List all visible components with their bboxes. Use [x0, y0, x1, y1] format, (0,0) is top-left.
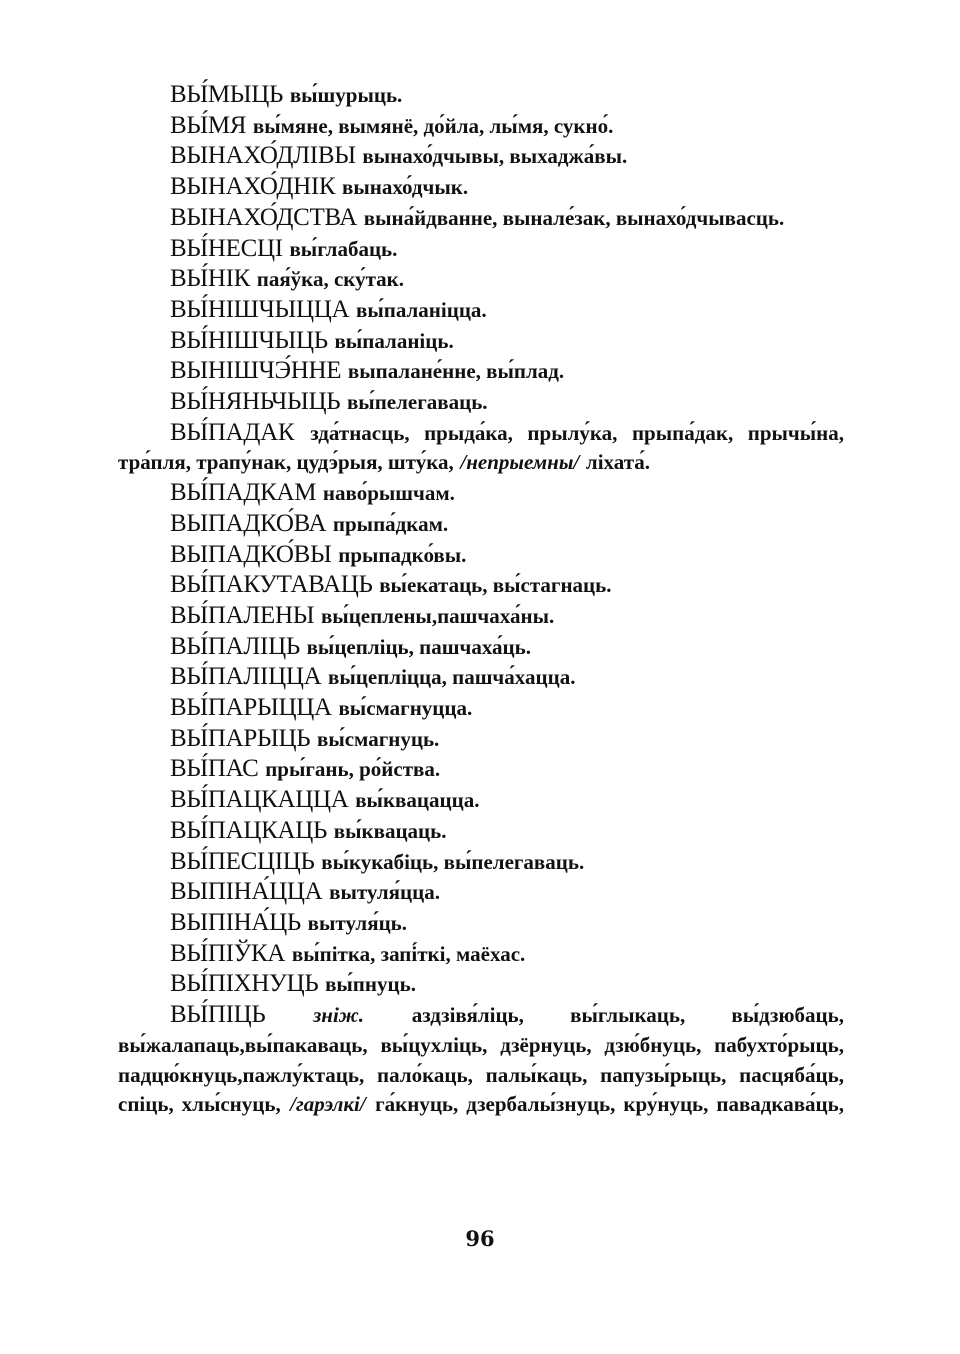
synonyms: вытуля́цца. [329, 880, 440, 905]
dictionary-entry [118, 540, 844, 571]
headword: ВЫ́ПАРЫЦЬ [170, 724, 311, 752]
dictionary-entry [118, 203, 844, 234]
synonyms: вынахо́дчывы, выхаджа́вы. [362, 144, 628, 169]
dictionary-entry [118, 478, 844, 509]
dictionary-entry [118, 509, 844, 540]
synonyms: пры́гань, ро́йства. [265, 757, 441, 782]
dictionary-entry [118, 847, 844, 878]
synonyms: вы́екатаць, вы́стагнаць. [379, 573, 612, 598]
synonyms: вы́паланіць. [334, 328, 454, 353]
synonyms-continued: га́кнуць, дзербалы́знуць, кру́нуць, павадкава́ць, [375, 1092, 845, 1117]
headword: ВЫПІНА́ЦЦА [170, 878, 323, 906]
synonyms: вы́смагнуцца. [338, 696, 473, 721]
headword: ВЫНАХО́ДСТВА [170, 203, 358, 231]
usage-label: /непрыемны/ [460, 450, 580, 475]
headword: ВЫ́МЯ [170, 111, 247, 139]
dictionary-entry [118, 80, 844, 111]
dictionary-entry [118, 785, 844, 816]
headword: ВЫ́НЯНЬЧЫЦЬ [170, 388, 341, 416]
page-number: 96 [465, 1226, 495, 1251]
dictionary-entry [118, 418, 844, 478]
dictionary-entry [118, 172, 844, 203]
dictionary-entry [118, 387, 844, 418]
synonyms: вы́квацаць. [333, 818, 447, 843]
headword: ВЫ́ПАРЫЦЦА [170, 694, 332, 722]
synonyms: вы́мяне, вымянё, до́йла, лы́мя, сукно́. [252, 113, 614, 138]
headword: ВЫ́НЕСЦІ [170, 234, 283, 262]
synonyms: прыпадко́вы. [338, 542, 467, 567]
headword: ВЫ́ПАЛІЦЬ [170, 632, 300, 660]
headword: ВЫ́ПАКУТАВАЦЬ [170, 571, 373, 599]
synonyms: вы́квацацца. [355, 788, 480, 813]
synonyms: вы́цепліцца, пашча́хацца. [328, 665, 576, 690]
dictionary-entry [118, 724, 844, 755]
headword: ВЫ́ПЕСЦІЦЬ [170, 847, 315, 875]
dictionary-entry [118, 632, 844, 663]
dictionary-entry [118, 356, 844, 387]
headword: ВЫПАДКО́ВЫ [170, 540, 332, 568]
headword: ВЫ́ПІХНУЦЬ [170, 970, 319, 998]
dictionary-entry [118, 1000, 844, 1120]
synonyms: выпалане́нне, вы́плад. [347, 359, 565, 384]
headword: ВЫПІНА́ЦЬ [170, 908, 301, 936]
usage-label: /гарэлкі/ [290, 1092, 366, 1117]
dictionary-entry [118, 693, 844, 724]
dictionary-entry [118, 816, 844, 847]
dictionary-entry [118, 326, 844, 357]
synonyms: вы́цепліць, пашчаха́ць. [306, 634, 532, 659]
synonyms: вы́глабаць. [289, 236, 398, 261]
dictionary-entry [118, 939, 844, 970]
synonyms: вы́пітка, запі́ткі, маёхас. [291, 941, 526, 966]
headword: ВЫ́ПАЦКАЦЦА [170, 786, 349, 814]
synonyms: вынахо́дчык. [341, 175, 469, 200]
synonyms: вына́йдванне, вынале́зак, вынахо́дчывасць. [363, 205, 785, 230]
dictionary-entry [118, 877, 844, 908]
synonyms-continued: ліхата́. [585, 450, 651, 475]
headword: ВЫ́ПАЛЕНЫ [170, 601, 315, 629]
dictionary-entry [118, 141, 844, 172]
headword: ВЫ́ПАДАК [170, 418, 295, 446]
synonyms: вы́шурыць. [289, 83, 403, 107]
synonyms: вы́паланіцца. [355, 297, 487, 322]
dictionary-entry [118, 234, 844, 265]
synonyms: наво́рышчам. [322, 481, 455, 506]
headword: ВЫПАДКО́ВА [170, 509, 327, 537]
dictionary-entry [118, 570, 844, 601]
synonyms: зда́тнасць, прыда́ка, прылу́ка, прыпа́дак, прычы́на, тра́пля, трапу́нак, цудэ́рыя, шту́ка, [118, 420, 844, 475]
dictionary-entry [118, 111, 844, 142]
dictionary-page [118, 80, 844, 1120]
headword: ВЫ́ПАЛІЦЦА [170, 663, 322, 691]
usage-label: зніж. [313, 1003, 365, 1028]
headword: ВЫ́ПАЦКАЦЬ [170, 816, 328, 844]
headword: ВЫНІШЧЭ́ННЕ [170, 357, 342, 385]
synonyms: вы́пнуць. [325, 972, 416, 997]
synonyms: пая́ўка, ску́так. [256, 267, 405, 292]
dictionary-entry [118, 969, 844, 1000]
synonyms: вытуля́ць. [307, 910, 408, 935]
headword: ВЫНАХО́ДНІК [170, 173, 336, 201]
synonyms: вы́смагнуць. [317, 726, 440, 751]
headword: ВЫ́ПАС [170, 755, 259, 783]
headword: ВЫ́НІК [170, 265, 251, 293]
dictionary-entry [118, 601, 844, 632]
synonyms: вы́цеплены,пашчаха́ны. [320, 603, 555, 628]
dictionary-entry [118, 264, 844, 295]
dictionary-entry [118, 908, 844, 939]
synonyms: аздзівя́ліць, вы́глыкаць, вы́дзюбаць, вы́жалапаць,вы́пакаваць, вы́цухліць, дзёрнуць, дзю́бнуць, пабухто́рыць, падцю́кнуць,пажлу́ктаць, пало́каць, палы́каць, папузы́рыць, пасцяба́ць, спіць, хлы́снуць, [118, 1003, 844, 1117]
synonyms: вы́пелегаваць. [346, 390, 488, 415]
dictionary-entry [118, 754, 844, 785]
headword: ВЫ́НІШЧЫЦЦА [170, 295, 350, 323]
dictionary-entry [118, 662, 844, 693]
headword: ВЫ́НІШЧЫЦЬ [170, 326, 328, 354]
synonyms: вы́кукабіць, вы́пелегаваць. [321, 849, 585, 874]
headword: ВЫ́ПАДКАМ [170, 479, 317, 507]
headword: ВЫ́ПІЎКА [170, 939, 286, 967]
dictionary-entry [118, 295, 844, 326]
headword: ВЫ́МЫЦЬ [170, 81, 284, 108]
headword: ВЫНАХО́ДЛІВЫ [170, 142, 356, 170]
synonyms: прыпа́дкам. [332, 511, 449, 536]
headword: ВЫ́ПІЦЬ [170, 1001, 266, 1029]
